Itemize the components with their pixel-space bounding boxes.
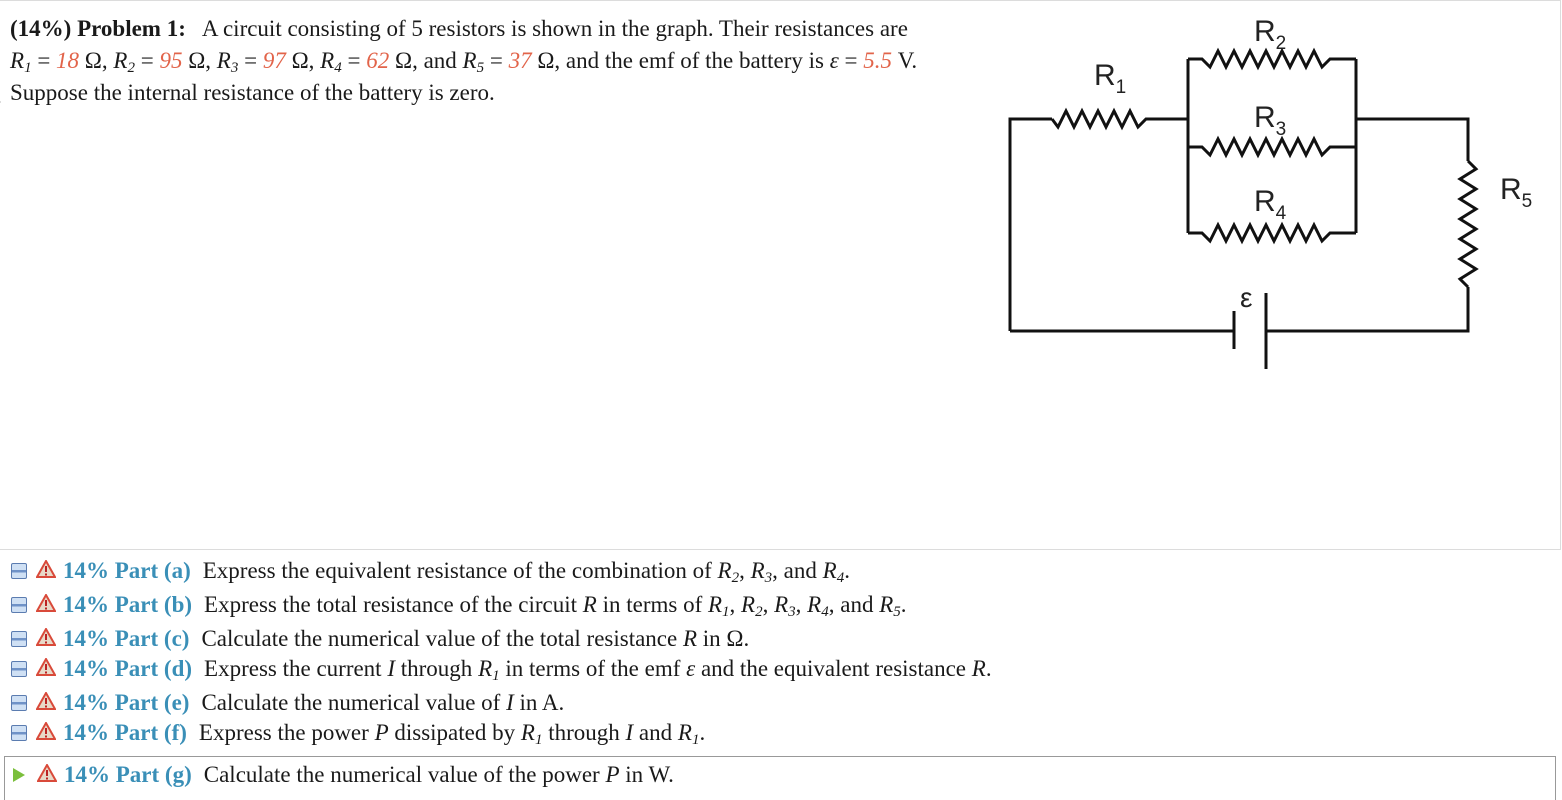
part-text: Express the total resistance of the circuit R in terms of $R_1$, $R_2$, $R_3$, $R_4$, and $R_5$. xyxy=(204,592,907,620)
part-row-f[interactable] xyxy=(0,718,705,748)
part-label[interactable]: 14% Part (a) xyxy=(63,558,191,583)
circuit-wire-bottom-right xyxy=(1266,287,1468,331)
circuit-wire-left xyxy=(1010,119,1052,331)
resistor-r2 xyxy=(1188,51,1356,67)
minimize-icon[interactable] xyxy=(11,597,27,613)
minimize-icon[interactable] xyxy=(11,661,27,677)
part-row-g[interactable] xyxy=(0,760,674,790)
problem-intro: A circuit consisting of 5 resistors is shown in the graph. Their resistances are xyxy=(201,16,908,41)
warning-icon xyxy=(36,690,56,716)
resistor-r1 xyxy=(1052,111,1188,127)
part-label[interactable]: 14% Part (b) xyxy=(63,592,193,617)
warning-icon xyxy=(36,592,56,618)
r4-value: 62 xyxy=(366,48,390,73)
label-r3: $R_3$ xyxy=(1254,101,1287,140)
problem-line-1 xyxy=(10,13,1010,45)
part-row-e[interactable] xyxy=(0,688,564,718)
part-text: Express the equivalent resistance of the combination of $R_2$, $R_3$, and $R_4$. xyxy=(202,558,850,586)
resistor-r5 xyxy=(1460,161,1476,287)
emf-value: 5.5 xyxy=(863,48,893,73)
ohm-unit: Ω xyxy=(188,48,206,73)
r3-value: 97 xyxy=(262,48,286,73)
warning-icon xyxy=(36,626,56,652)
part-row-a[interactable] xyxy=(0,556,850,586)
part-label[interactable]: 14% Part (f) xyxy=(63,720,187,745)
problem-line-3: Suppose the internal resistance of the battery is zero. xyxy=(10,80,495,105)
part-text: Calculate the numerical value of the total resistance R in Ω. xyxy=(201,626,750,651)
resistor-r4 xyxy=(1188,225,1356,241)
part-label[interactable]: 14% Part (d) xyxy=(63,656,193,681)
expand-arrow-icon[interactable] xyxy=(13,768,25,782)
part-text: Express the current I through $R_1$ in terms of the emf ε and the equivalent resistance R. xyxy=(204,656,992,684)
minimize-icon[interactable] xyxy=(11,725,27,741)
resistor-r3 xyxy=(1188,139,1356,155)
part-row-b[interactable] xyxy=(0,590,907,620)
r2-value: 95 xyxy=(159,48,183,73)
warning-icon xyxy=(36,558,56,584)
problem-statement xyxy=(10,13,1010,109)
minimize-icon[interactable] xyxy=(11,695,27,711)
minimize-icon[interactable] xyxy=(11,563,27,579)
divider xyxy=(0,101,1,103)
part-label[interactable]: 14% Part (g) xyxy=(64,762,192,787)
r5-value: 37 xyxy=(508,48,532,73)
label-r2: $R_2$ xyxy=(1254,15,1287,54)
part-label[interactable]: 14% Part (e) xyxy=(63,690,190,715)
ohm-unit: Ω xyxy=(394,48,413,73)
part-text: Calculate the numerical value of I in A. xyxy=(201,690,565,715)
warning-icon xyxy=(36,656,56,682)
problem-weight: (14%) xyxy=(10,16,72,41)
volt-unit: V. xyxy=(897,48,918,73)
circuit-wire-right xyxy=(1356,119,1468,161)
minimize-icon[interactable] xyxy=(11,631,27,647)
part-text: Calculate the numerical value of the power P in W. xyxy=(203,762,674,787)
part-row-d[interactable] xyxy=(0,654,992,684)
warning-icon xyxy=(36,720,56,746)
circuit-diagram xyxy=(990,11,1550,381)
label-r5: $R_5$ xyxy=(1500,173,1533,212)
part-label[interactable]: 14% Part (c) xyxy=(63,626,190,651)
ohm-unit: Ω xyxy=(537,48,555,73)
label-r4: $R_4$ xyxy=(1254,185,1287,224)
problem-line-2: $R_1 = 18$ Ω, $R_2 = 95$ Ω, $R_3 = 97$ Ω, $R_4 = 62$ Ω, and $R_5 = 37$ Ω, and the emf of the battery is ε = 5.5 V. xyxy=(10,48,918,76)
part-text: Express the power P dissipated by $R_1$ through I and $R_1$. xyxy=(198,720,706,748)
warning-icon xyxy=(37,762,57,788)
r1-value: 18 xyxy=(56,48,80,73)
label-r1: $R_1$ xyxy=(1094,59,1127,98)
ohm-unit: Ω xyxy=(291,48,309,73)
problem-title: Problem 1: xyxy=(77,16,186,41)
label-emf: ε xyxy=(1240,282,1253,313)
ohm-unit: Ω xyxy=(84,48,102,73)
part-row-c[interactable] xyxy=(0,624,749,654)
